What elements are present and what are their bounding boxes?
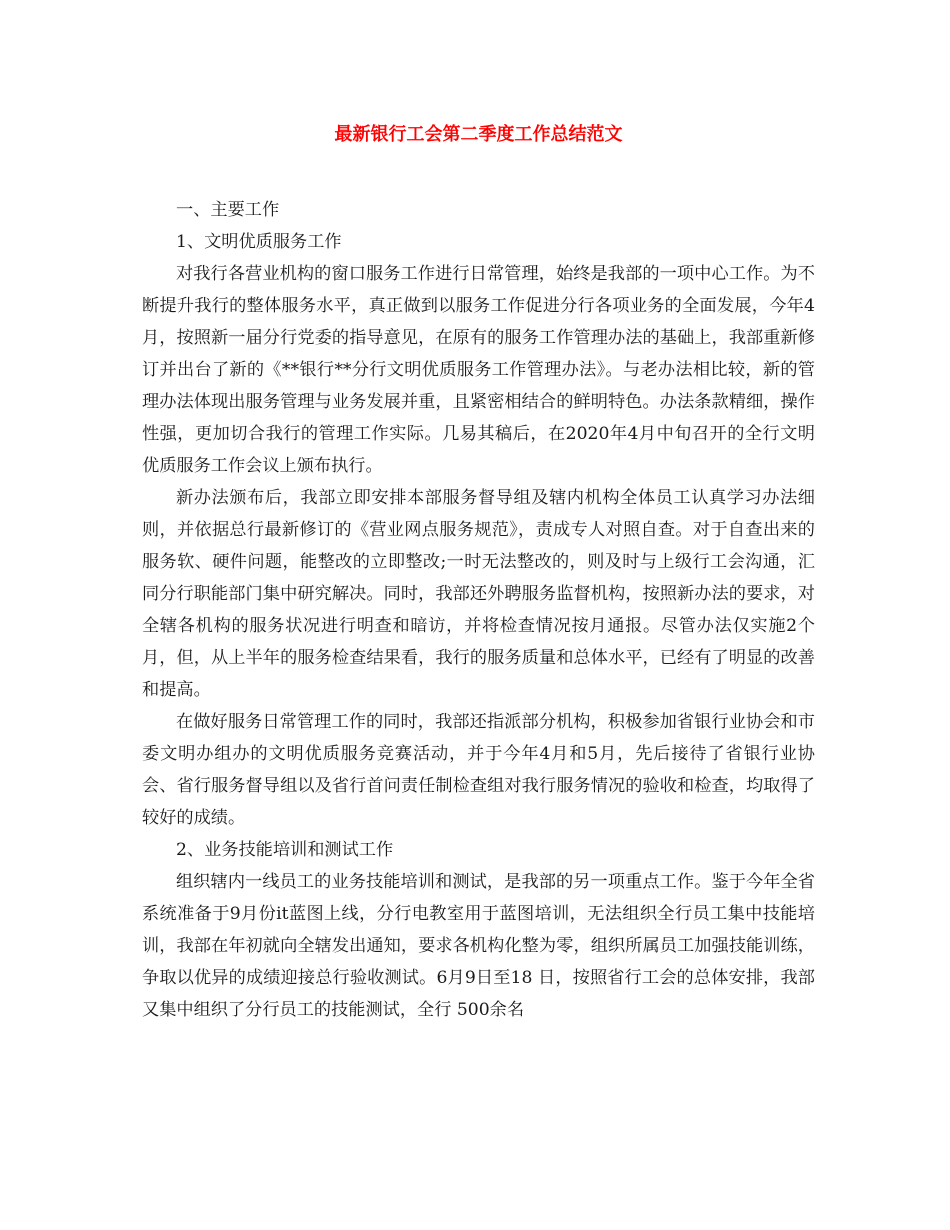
document-body [142,194,815,1026]
subheading-skills-training: 2、业务技能培训和测试工作 [176,840,394,860]
paragraph-1: 对我行各营业机构的窗口服务工作进行日常管理，始终是我部的一项中心工作。为不断提升我行的整体服务水平，真正做到以服务工作促进分行各项业务的全面发展，今年4月，按照新一届分行党委的指导意见，在原有的服务工作管理办法的基础上，我部重新修订并出台了新的《**银行**分行文明优质服务工作管理办法》。与老办法相比较，新的管理办法体现出服务管理与业务发展并重，且紧密相结合的鲜明特色。办法条款精细，操作性强，更加切合我行的管理工作实际。几易其稿后，在2020年4月中旬召开的全行文明优质服务工作会议上颁布执行。 [142,264,815,476]
subheading-service-work: 1、文明优质服务工作 [176,232,342,252]
section-heading-main-work: 一、主要工作 [176,200,280,220]
paragraph-2: 新办法颁布后，我部立即安排本部服务督导组及辖内机构全体员工认真学习办法细则，并依据总行最新修订的《营业网点服务规范》，责成专人对照自查。对于自查出来的服务软、硬件问题，能整改的立即整改;一时无法整改的，则及时与上级行工会沟通，汇同分行职能部门集中研究解决。同时，我部还外聘服务监督机构，按照新办法的要求，对全辖各机构的服务状况进行明查和暗访，并将检查情况按月通报。尽管办法仅实施2个月，但，从上半年的服务检查结果看，我行的服务质量和总体水平，已经有了明显的改善和提高。 [142,488,815,700]
document-title: 最新银行工会第二季度工作总结范文 [334,124,623,145]
paragraph-3: 在做好服务日常管理工作的同时，我部还指派部分机构，积极参加省银行业协会和市委文明办组办的文明优质服务竞赛活动，并于今年4月和5月，先后接待了省银行业协会、省行服务督导组以及省行首问责任制检查组对我行服务情况的验收和检查，均取得了较好的成绩。 [142,712,815,828]
paragraph-4: 组织辖内一线员工的业务技能培训和测试，是我部的另一项重点工作。鉴于今年全省系统准备于9月份it蓝图上线，分行电教室用于蓝图培训，无法组织全行员工集中技能培训，我部在年初就向全辖发出通知，要求各机构化整为零，组织所属员工加强技能训练，争取以优异的成绩迎接总行验收测试。6月9日至18 日，按照省行工会的总体安排，我部又集中组织了分行员工的技能测试，全行 500余名 [142,872,815,1020]
